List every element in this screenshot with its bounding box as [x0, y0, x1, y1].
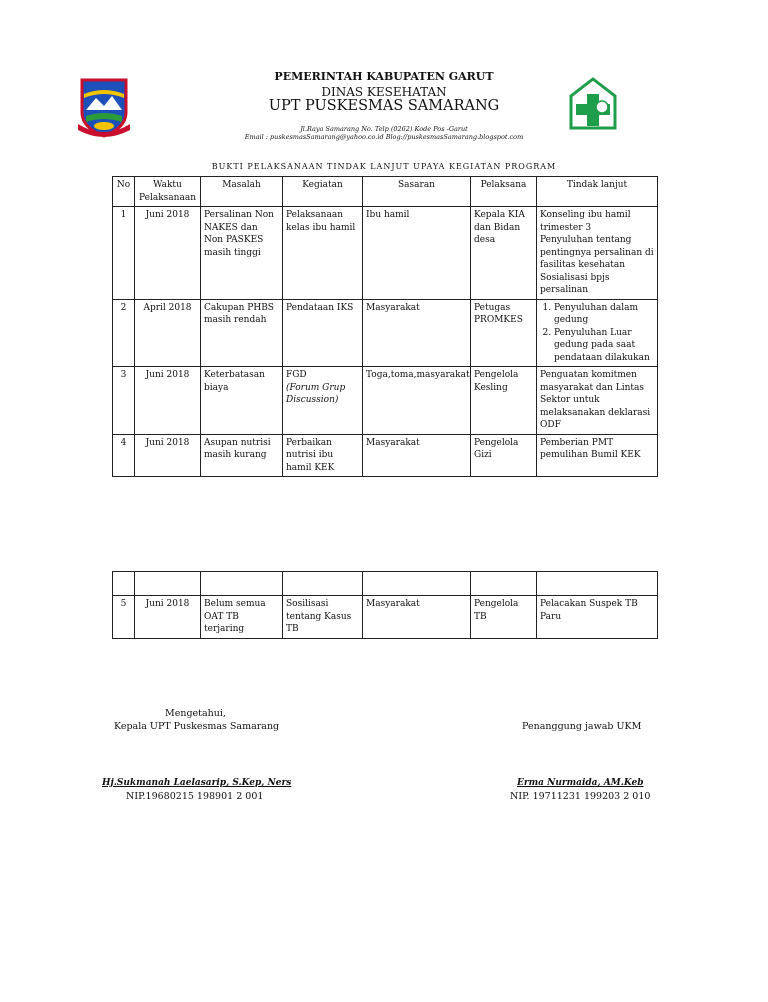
col-header-no: No — [113, 177, 135, 207]
document-title: BUKTI PELAKSANAAN TINDAK LANJUT UPAYA KEGIATAN PROGRAM — [211, 162, 557, 171]
cell-sasaran: Masyarakat — [363, 434, 471, 477]
cell-no: 2 — [113, 299, 135, 367]
sign-right-name: Erma Nurmaida, AM.Keb — [517, 778, 644, 788]
tindak-item: Konseling ibu hamil trimester 3 — [540, 210, 631, 233]
cell-waktu: Juni 2018 — [135, 367, 201, 435]
table-empty-row — [113, 572, 658, 596]
sign-left-line1: Mengetahui, — [165, 708, 226, 719]
table-header-row — [113, 177, 658, 207]
tindak-item: 1. Penyuluhan dalam gedung — [554, 302, 654, 327]
cell-masalah: Asupan nutrisi masih kurang — [201, 434, 283, 477]
cell-pelaksana: Petugas PROMKES — [471, 299, 537, 367]
cell-kegiatan — [283, 367, 363, 435]
header-contact: Email : puskesmasSamarang@yahoo.co.id Blog://puskesmasSamarang.blogspot.com — [244, 133, 524, 141]
kegiatan-note: (Forum Grup Discussion) — [286, 382, 346, 405]
sign-left-name: Hj.Sukmanah Laelasarip, S.Kep, Ners — [102, 778, 292, 788]
cell-no: 4 — [113, 434, 135, 477]
cell-kegiatan: Pendataan IKS — [283, 299, 363, 367]
cell-pelaksana: Pengelola Kesling — [471, 367, 537, 435]
kegiatan-text: FGD — [286, 370, 307, 380]
cell-sasaran: Toga,toma,masyarakat — [363, 367, 471, 435]
cell-tindak — [537, 207, 658, 300]
cell-waktu: Juni 2018 — [135, 434, 201, 477]
table-row — [113, 299, 658, 367]
col-header-waktu: Waktu Pelaksanaan — [135, 177, 201, 207]
sign-left-line2: Kepala UPT Puskesmas Samarang — [114, 721, 280, 732]
cell-kegiatan: Pelaksanaan kelas ibu hamil — [283, 207, 363, 300]
program-table-continued — [112, 571, 658, 639]
col-header-sasaran: Sasaran — [363, 177, 471, 207]
cell-tindak — [537, 299, 658, 367]
cell-kegiatan: Sosilisasi tentang Kasus TB — [283, 596, 363, 639]
program-table — [112, 176, 658, 477]
cell-waktu: April 2018 — [135, 299, 201, 367]
cell-tindak: Pemberian PMT pemulihan Bumil KEK — [537, 434, 658, 477]
col-header-tindak: Tindak lanjut — [537, 177, 658, 207]
header-department: DINAS KESEHATAN — [321, 85, 447, 99]
tindak-item: 2. Penyuluhan Luar gedung pada saat pendataan dilakukan — [554, 327, 654, 365]
col-header-kegiatan: Kegiatan — [283, 177, 363, 207]
table-row — [113, 596, 658, 639]
cell-waktu: Juni 2018 — [135, 207, 201, 300]
cell-no: 3 — [113, 367, 135, 435]
col-header-pelaksana: Pelaksana — [471, 177, 537, 207]
sign-right-line1: Penanggung jawab UKM — [522, 721, 642, 732]
tindak-item: Sosialisasi bpjs persalinan — [540, 272, 610, 295]
cell-no: 1 — [113, 207, 135, 300]
cell-masalah: Cakupan PHBS masih rendah — [201, 299, 283, 367]
cell-kegiatan: Perbaikan nutrisi ibu hamil KEK — [283, 434, 363, 477]
cell-pelaksana: Kepala KIA dan Bidan desa — [471, 207, 537, 300]
cell-masalah: Keterbatasan biaya — [201, 367, 283, 435]
header-address: Jl.Raya Samarang No. Telp (0262) Kode Pos -Garut — [300, 125, 468, 133]
col-header-masalah: Masalah — [201, 177, 283, 207]
tindak-item: Penyuluhan tentang pentingnya persalinan di fasilitas kesehatan — [540, 235, 654, 270]
cell-sasaran: Ibu hamil — [363, 207, 471, 300]
cell-masalah: Belum semua OAT TB terjaring — [201, 596, 283, 639]
sign-right-nip: NIP. 19711231 199203 2 010 — [510, 791, 651, 802]
cell-sasaran: Masyarakat — [363, 596, 471, 639]
header-government: PEMERINTAH KABUPATEN GARUT — [274, 70, 494, 83]
cell-sasaran: Masyarakat — [363, 299, 471, 367]
header-institution: UPT PUSKESMAS SAMARANG — [268, 98, 500, 114]
table-row — [113, 434, 658, 477]
sign-left-nip: NIP.19680215 198901 2 001 — [126, 791, 264, 802]
cell-pelaksana: Pengelola TB — [471, 596, 537, 639]
table-row — [113, 207, 658, 300]
cell-tindak: Pelacakan Suspek TB Paru — [537, 596, 658, 639]
cell-pelaksana: Pengelola Gizi — [471, 434, 537, 477]
cell-masalah: Persalinan Non NAKES dan Non PASKES masih tinggi — [201, 207, 283, 300]
table-row — [113, 367, 658, 435]
cell-waktu: Juni 2018 — [135, 596, 201, 639]
cell-tindak: Penguatan komitmen masyarakat dan Lintas Sektor untuk melaksanakan deklarasi ODF — [537, 367, 658, 435]
cell-no: 5 — [113, 596, 135, 639]
